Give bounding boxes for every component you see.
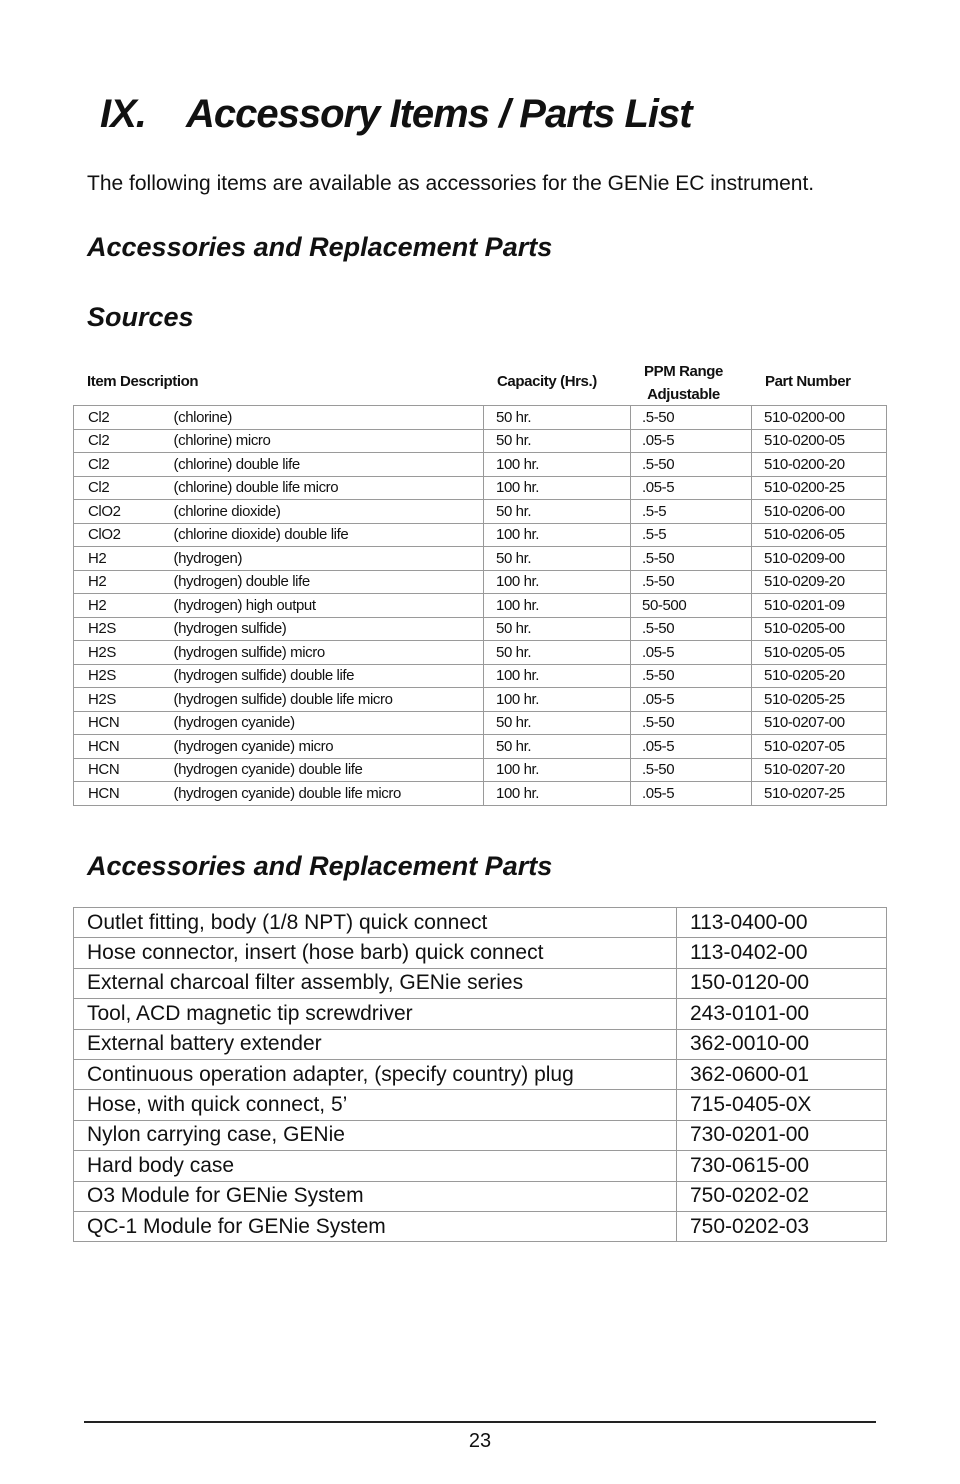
- table-row: [74, 523, 887, 547]
- cell-capacity: 100 hr.: [484, 782, 631, 806]
- cell-part-number: 510-0209-00: [752, 547, 887, 571]
- cell-gas: HCN: [74, 711, 166, 735]
- cell-accessory-part-number: 730-0201-00: [677, 1120, 887, 1150]
- cell-gas: HCN: [74, 782, 166, 806]
- cell-gas: H2S: [74, 664, 166, 688]
- cell-accessory-description: Outlet fitting, body (1/8 NPT) quick connect: [74, 908, 677, 938]
- cell-part-number: 510-0207-25: [752, 782, 887, 806]
- cell-accessory-part-number: 243-0101-00: [677, 999, 887, 1029]
- cell-ppm-range: .5-50: [631, 711, 752, 735]
- cell-part-number: 510-0200-05: [752, 429, 887, 453]
- cell-gas: H2: [74, 594, 166, 618]
- cell-capacity: 50 hr.: [484, 711, 631, 735]
- cell-accessory-description: Hose, with quick connect, 5’: [74, 1090, 677, 1120]
- cell-description: (chlorine dioxide) double life: [166, 523, 484, 547]
- intro-text: The following items are available as accessories for the GENie EC instrument.: [87, 172, 815, 195]
- table-row: [74, 908, 887, 938]
- cell-ppm-range: .5-50: [631, 617, 752, 641]
- cell-description: (chlorine) micro: [166, 429, 484, 453]
- header-ppm-range: [644, 360, 723, 406]
- cell-accessory-part-number: 730-0615-00: [677, 1151, 887, 1181]
- cell-ppm-range: .5-50: [631, 406, 752, 430]
- table-row: [74, 1211, 887, 1241]
- cell-part-number: 510-0209-20: [752, 570, 887, 594]
- table-row: [74, 476, 887, 500]
- cell-part-number: 510-0205-25: [752, 688, 887, 712]
- cell-ppm-range: .05-5: [631, 429, 752, 453]
- cell-accessory-part-number: 150-0120-00: [677, 968, 887, 998]
- table-row: [74, 999, 887, 1029]
- cell-description: (hydrogen cyanide): [166, 711, 484, 735]
- cell-capacity: 50 hr.: [484, 429, 631, 453]
- cell-accessory-part-number: 750-0202-02: [677, 1181, 887, 1211]
- cell-accessory-description: Continuous operation adapter, (specify country) plug: [74, 1059, 677, 1089]
- cell-capacity: 50 hr.: [484, 406, 631, 430]
- page-title: [100, 92, 692, 137]
- cell-capacity: 100 hr.: [484, 570, 631, 594]
- cell-description: (hydrogen sulfide) double life micro: [166, 688, 484, 712]
- table-row: [74, 1151, 887, 1181]
- cell-description: (chlorine) double life micro: [166, 476, 484, 500]
- table-row: [74, 453, 887, 477]
- table-row: [74, 500, 887, 524]
- cell-capacity: 100 hr.: [484, 476, 631, 500]
- cell-capacity: 100 hr.: [484, 453, 631, 477]
- cell-gas: H2S: [74, 617, 166, 641]
- cell-ppm-range: .05-5: [631, 782, 752, 806]
- cell-description: (hydrogen cyanide) micro: [166, 735, 484, 759]
- cell-ppm-range: .5-50: [631, 758, 752, 782]
- cell-accessory-description: Hose connector, insert (hose barb) quick connect: [74, 938, 677, 968]
- table-row: [74, 570, 887, 594]
- cell-description: (chlorine) double life: [166, 453, 484, 477]
- section-number: IX.: [100, 92, 146, 136]
- cell-accessory-description: External battery extender: [74, 1029, 677, 1059]
- cell-ppm-range: .05-5: [631, 735, 752, 759]
- cell-description: (chlorine): [166, 406, 484, 430]
- cell-gas: HCN: [74, 758, 166, 782]
- cell-description: (hydrogen cyanide) double life micro: [166, 782, 484, 806]
- cell-gas: H2: [74, 570, 166, 594]
- page-number: 23: [468, 1430, 492, 1452]
- header-ppm-line1: PPM Range: [644, 363, 723, 380]
- table-row: [74, 688, 887, 712]
- cell-gas: H2S: [74, 641, 166, 665]
- table-row: [74, 1090, 887, 1120]
- table-row: [74, 1029, 887, 1059]
- table-row: [74, 1120, 887, 1150]
- sources-table-header: [87, 358, 887, 404]
- cell-ppm-range: .5-50: [631, 453, 752, 477]
- heading-accessories-2: Accessories and Replacement Parts: [87, 851, 553, 881]
- cell-description: (hydrogen sulfide) micro: [166, 641, 484, 665]
- header-item-description: Item Description: [87, 373, 199, 390]
- cell-accessory-part-number: 362-0010-00: [677, 1029, 887, 1059]
- cell-gas: ClO2: [74, 523, 166, 547]
- cell-ppm-range: .05-5: [631, 688, 752, 712]
- cell-capacity: 100 hr.: [484, 523, 631, 547]
- cell-capacity: 100 hr.: [484, 688, 631, 712]
- cell-part-number: 510-0200-25: [752, 476, 887, 500]
- table-row: [74, 1059, 887, 1089]
- table-row: [74, 968, 887, 998]
- cell-ppm-range: .05-5: [631, 476, 752, 500]
- cell-ppm-range: .5-50: [631, 570, 752, 594]
- cell-capacity: 50 hr.: [484, 547, 631, 571]
- cell-capacity: 50 hr.: [484, 735, 631, 759]
- table-row: [74, 782, 887, 806]
- cell-capacity: 100 hr.: [484, 594, 631, 618]
- cell-gas: Cl2: [74, 476, 166, 500]
- cell-ppm-range: .5-5: [631, 523, 752, 547]
- cell-part-number: 510-0206-00: [752, 500, 887, 524]
- cell-accessory-part-number: 715-0405-0X: [677, 1090, 887, 1120]
- cell-gas: ClO2: [74, 500, 166, 524]
- table-row: [74, 758, 887, 782]
- cell-description: (hydrogen cyanide) double life: [166, 758, 484, 782]
- table-row: [74, 664, 887, 688]
- cell-ppm-range: .5-50: [631, 664, 752, 688]
- cell-accessory-part-number: 113-0400-00: [677, 908, 887, 938]
- cell-accessory-part-number: 750-0202-03: [677, 1211, 887, 1241]
- cell-accessory-description: QC-1 Module for GENie System: [74, 1211, 677, 1241]
- table-row: [74, 547, 887, 571]
- cell-part-number: 510-0200-00: [752, 406, 887, 430]
- cell-capacity: 50 hr.: [484, 641, 631, 665]
- cell-part-number: 510-0200-20: [752, 453, 887, 477]
- cell-part-number: 510-0205-20: [752, 664, 887, 688]
- section-title: Accessory Items / Parts List: [186, 92, 692, 136]
- cell-accessory-description: Tool, ACD magnetic tip screwdriver: [74, 999, 677, 1029]
- cell-part-number: 510-0207-20: [752, 758, 887, 782]
- cell-gas: Cl2: [74, 453, 166, 477]
- cell-ppm-range: .5-5: [631, 500, 752, 524]
- cell-part-number: 510-0207-00: [752, 711, 887, 735]
- cell-capacity: 50 hr.: [484, 500, 631, 524]
- cell-ppm-range: 50-500: [631, 594, 752, 618]
- cell-part-number: 510-0205-00: [752, 617, 887, 641]
- accessories-table: [73, 907, 887, 1242]
- table-row: [74, 641, 887, 665]
- header-part-number: Part Number: [765, 373, 851, 390]
- cell-accessory-part-number: 113-0402-00: [677, 938, 887, 968]
- cell-accessory-description: O3 Module for GENie System: [74, 1181, 677, 1211]
- cell-description: (hydrogen) double life: [166, 570, 484, 594]
- cell-ppm-range: .5-50: [631, 547, 752, 571]
- cell-accessory-description: Nylon carrying case, GENie: [74, 1120, 677, 1150]
- table-row: [74, 711, 887, 735]
- footer-divider: [84, 1421, 876, 1423]
- cell-capacity: 50 hr.: [484, 617, 631, 641]
- cell-part-number: 510-0207-05: [752, 735, 887, 759]
- table-row: [74, 617, 887, 641]
- heading-sources: Sources: [87, 302, 194, 332]
- cell-description: (hydrogen sulfide) double life: [166, 664, 484, 688]
- table-row: [74, 735, 887, 759]
- cell-description: (chlorine dioxide): [166, 500, 484, 524]
- cell-gas: H2S: [74, 688, 166, 712]
- table-row: [74, 938, 887, 968]
- cell-gas: Cl2: [74, 406, 166, 430]
- sources-table: [73, 405, 887, 806]
- cell-accessory-description: External charcoal filter assembly, GENie series: [74, 968, 677, 998]
- header-ppm-line2: Adjustable: [647, 386, 720, 403]
- cell-capacity: 100 hr.: [484, 664, 631, 688]
- heading-accessories-1: Accessories and Replacement Parts: [87, 232, 553, 262]
- cell-gas: H2: [74, 547, 166, 571]
- cell-gas: Cl2: [74, 429, 166, 453]
- cell-accessory-description: Hard body case: [74, 1151, 677, 1181]
- cell-gas: HCN: [74, 735, 166, 759]
- table-row: [74, 1181, 887, 1211]
- cell-part-number: 510-0205-05: [752, 641, 887, 665]
- table-row: [74, 594, 887, 618]
- header-capacity: Capacity (Hrs.): [497, 373, 597, 390]
- table-row: [74, 406, 887, 430]
- table-row: [74, 429, 887, 453]
- cell-part-number: 510-0206-05: [752, 523, 887, 547]
- cell-ppm-range: .05-5: [631, 641, 752, 665]
- cell-description: (hydrogen): [166, 547, 484, 571]
- cell-accessory-part-number: 362-0600-01: [677, 1059, 887, 1089]
- cell-description: (hydrogen) high output: [166, 594, 484, 618]
- cell-capacity: 100 hr.: [484, 758, 631, 782]
- cell-part-number: 510-0201-09: [752, 594, 887, 618]
- cell-description: (hydrogen sulfide): [166, 617, 484, 641]
